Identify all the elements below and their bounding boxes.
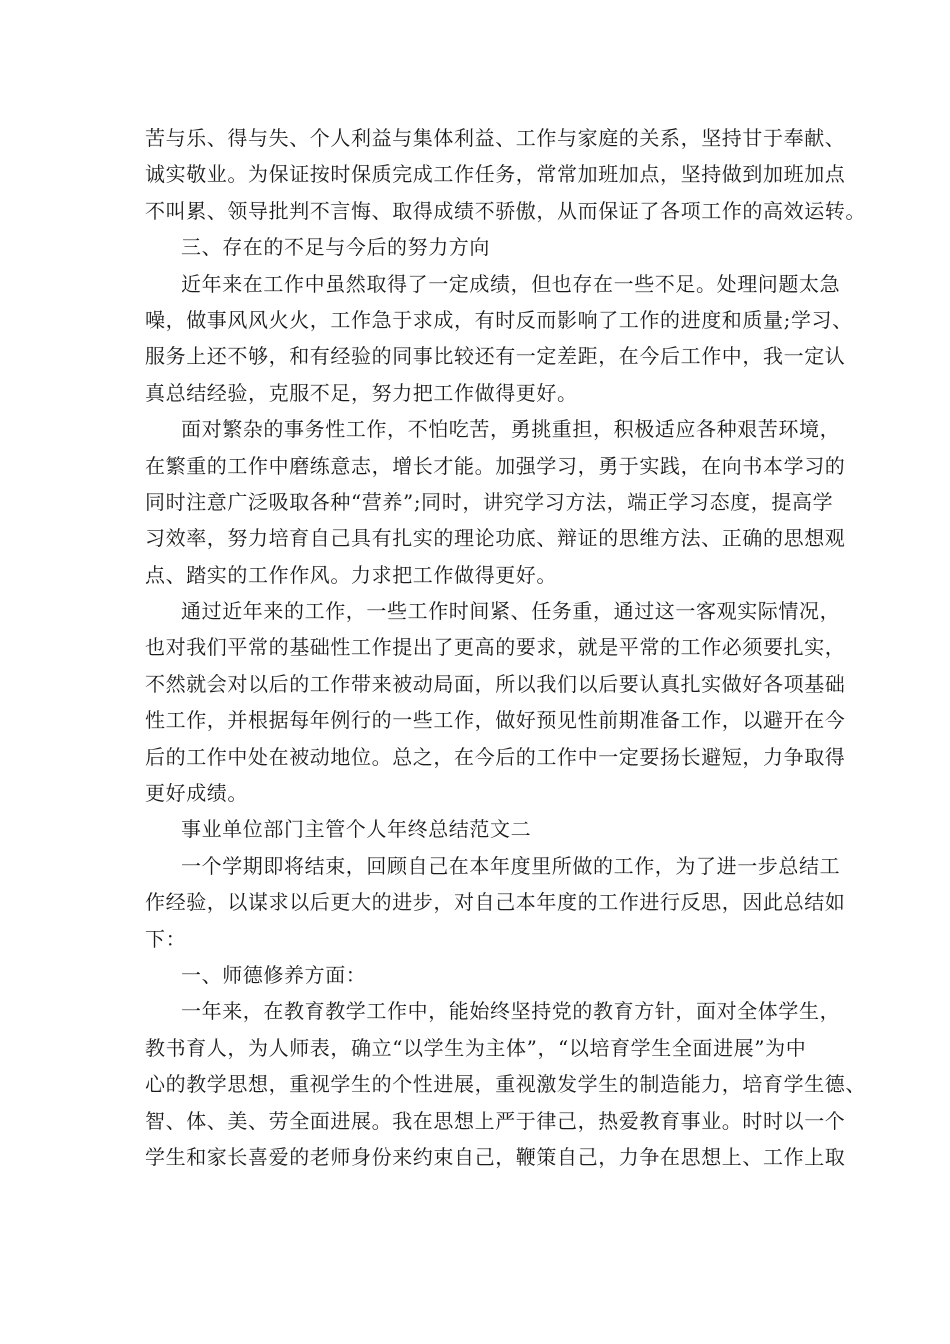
- text-line: 近年来在工作中虽然取得了一定成绩，但也存在一些不足。处理问题太急: [181, 271, 841, 296]
- text-line: 性工作，并根据每年例行的一些工作，做好预见性前期准备工作，以避开在今: [145, 708, 846, 733]
- text-line: 点、踏实的工作作风。力求把工作做得更好。: [145, 562, 557, 587]
- text-line: 一年来，在教育教学工作中，能始终坚持党的教育方针，面对全体学生，: [181, 999, 841, 1024]
- text-line: 后的工作中处在被动地位。总之，在今后的工作中一定要扬长避短，力争取得: [145, 744, 846, 769]
- text-line: 作经验，以谋求以后更大的进步，对自己本年度的工作进行反思，因此总结如: [145, 890, 846, 915]
- text-line: 教书育人，为人师表，确立“以学生为主体”，“以培育学生全面进展”为中: [145, 1035, 807, 1060]
- text-line: 一个学期即将结束，回顾自己在本年度里所做的工作，为了进一步总结工: [181, 853, 841, 878]
- text-line: 智、体、美、劳全面进展。我在思想上严于律己，热爱教育事业。时时以一个: [145, 1108, 846, 1133]
- text-line: 通过近年来的工作，一些工作时间紧、任务重，通过这一客观实际情况，: [181, 599, 841, 624]
- text-line: 服务上还不够，和有经验的同事比较还有一定差距，在今后工作中，我一定认: [145, 344, 846, 369]
- text-line: 更好成绩。: [145, 781, 248, 806]
- text-line: 苦与乐、得与失、个人利益与集体利益、工作与家庭的关系，坚持甘于奉献、: [145, 126, 846, 150]
- text-line: 诚实敬业。为保证按时保质完成工作任务，常常加班加点，坚持做到加班加点: [145, 162, 846, 187]
- document-body: [145, 120, 866, 1175]
- text-line: 一、师德修养方面：: [181, 962, 367, 987]
- text-line: 同时注意广泛吸取各种“营养”;同时，讲究学习方法，端正学习态度，提高学: [145, 489, 834, 514]
- text-line: 真总结经验，克服不足，努力把工作做得更好。: [145, 380, 578, 405]
- text-line: 学生和家长喜爱的老师身份来约束自己，鞭策自己，力争在思想上、工作上取: [145, 1144, 846, 1169]
- text-line: 下：: [145, 926, 187, 951]
- text-line: 心的教学思想，重视学生的个性进展，重视激发学生的制造能力，培育学生德、: [145, 1072, 866, 1097]
- text-line: 在繁重的工作中磨练意志，增长才能。加强学习，勇于实践，在向书本学习的: [145, 453, 846, 478]
- text-line: 面对繁杂的事务性工作，不怕吃苦，勇挑重担，积极适应各种艰苦环境，: [181, 417, 841, 442]
- text-line: 噪，做事风风火火，工作急于求成，有时反而影响了工作的进度和质量;学习、: [145, 307, 853, 332]
- text-line: 不叫累、领导批判不言悔、取得成绩不骄傲，从而保证了各项工作的高效运转。: [145, 198, 866, 223]
- text-line: 不然就会对以后的工作带来被动局面，所以我们以后要认真扎实做好各项基础: [145, 671, 846, 696]
- text-line: 习效率，努力培育自己具有扎实的理论功底、辩证的思维方法、正确的思想观: [145, 526, 846, 551]
- text-line: 事业单位部门主管个人年终总结范文二: [181, 817, 532, 842]
- text-line: 三、存在的不足与今后的努力方向: [181, 235, 490, 260]
- text-line: 也对我们平常的基础性工作提出了更高的要求，就是平常的工作必须要扎实，: [145, 635, 846, 660]
